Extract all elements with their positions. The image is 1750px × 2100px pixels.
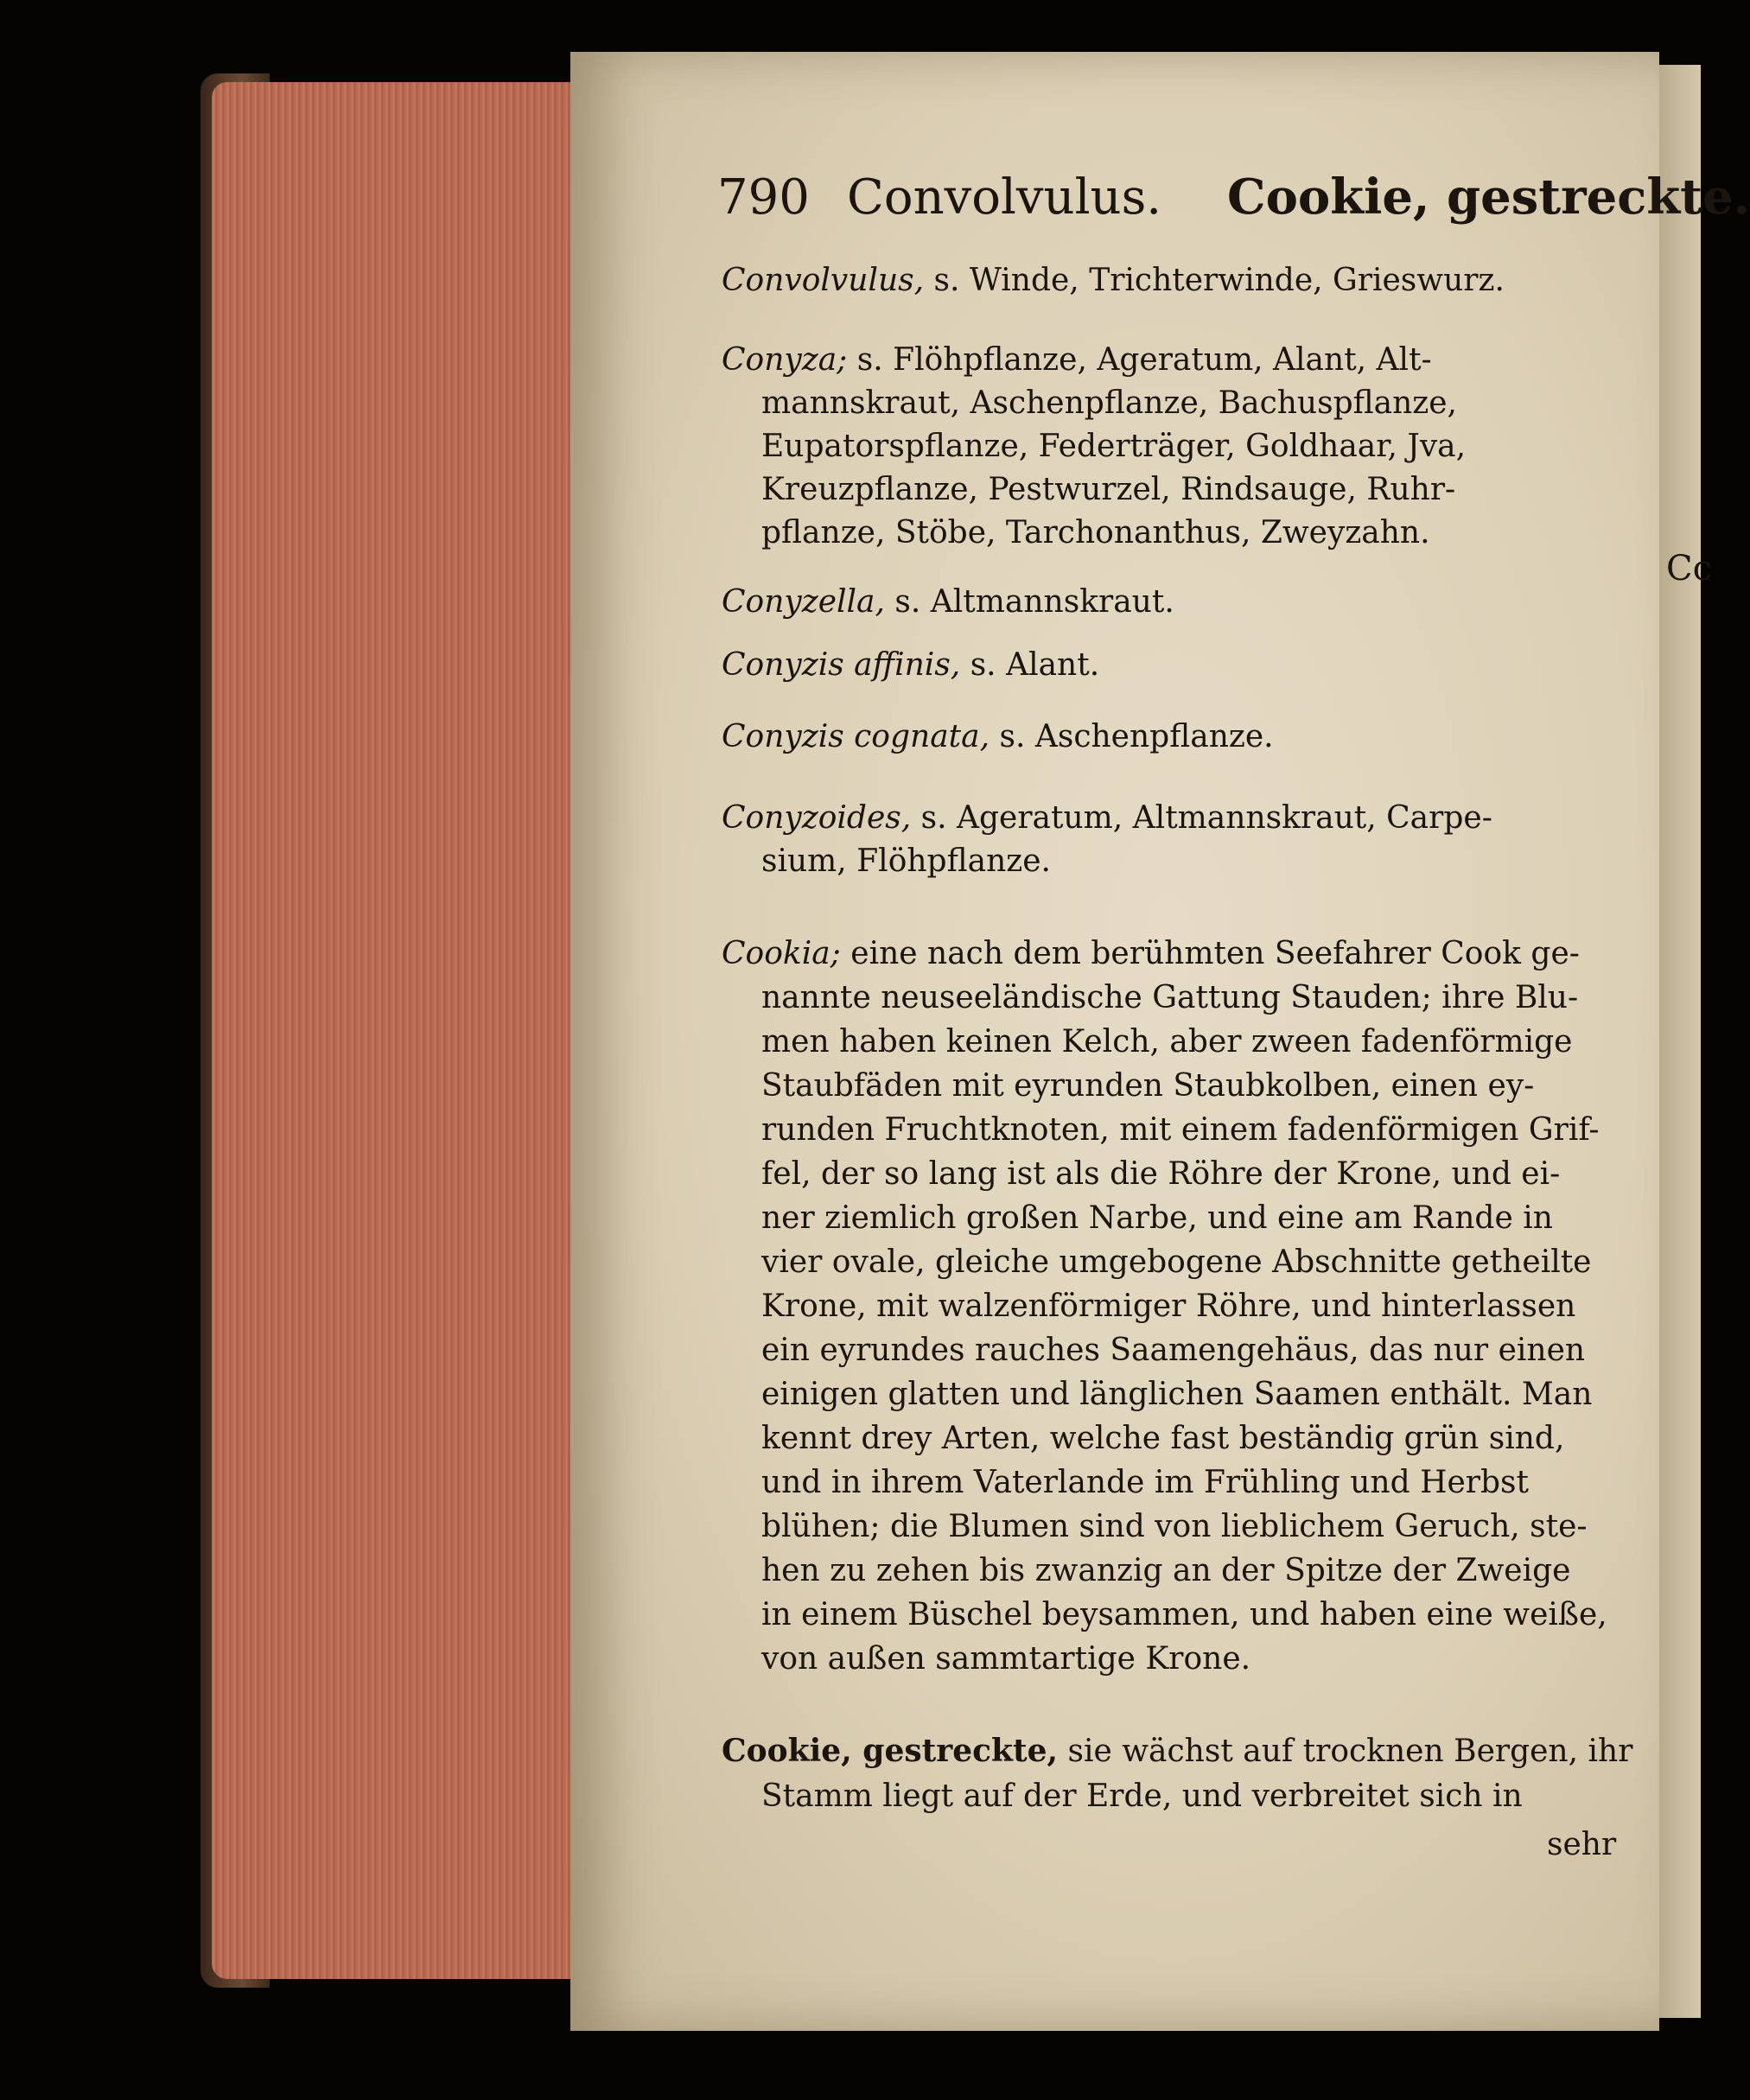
dictionary-entry bbox=[722, 932, 1620, 1681]
entry-lemma: Cookie, gestreckte, bbox=[722, 1733, 1059, 1769]
german-keyword: Cookie, gestreckte. bbox=[1227, 169, 1750, 226]
dictionary-entry bbox=[722, 581, 1620, 624]
entry-lemma: Conyzis affinis, bbox=[722, 647, 961, 683]
entry-line: Krone, mit walzenförmiger Röhre, und hinterlassen bbox=[761, 1289, 1576, 1324]
entry-line: mannskraut, Aschenpflanze, Bachuspflanze, bbox=[761, 385, 1457, 421]
entry-line: s. Altmannskraut. bbox=[894, 584, 1174, 620]
entry-line: Kreuzpflanze, Pestwurzel, Rindsauge, Ruhr- bbox=[761, 472, 1456, 507]
entry-lemma: Conyzis cognata, bbox=[722, 719, 990, 754]
dictionary-entry bbox=[722, 797, 1620, 883]
running-head bbox=[717, 162, 1750, 232]
latin-keyword: Convolvulus. bbox=[847, 169, 1162, 226]
catchword: sehr bbox=[1547, 1827, 1617, 1862]
entry-line: sium, Flöhpflanze. bbox=[761, 843, 1051, 879]
entry-line: kennt drey Arten, welche fast beständig grün sind, bbox=[761, 1421, 1565, 1456]
entry-line: fel, der so lang ist als die Röhre der Krone, und ei- bbox=[761, 1156, 1561, 1192]
page-block-edge bbox=[212, 82, 575, 1979]
next-page-edge bbox=[1659, 65, 1713, 2018]
entry-lemma: Convolvulus, bbox=[722, 263, 925, 298]
entry-lemma: Conyzella, bbox=[722, 584, 885, 620]
entry-line: men haben keinen Kelch, aber zween fadenförmige bbox=[761, 1024, 1573, 1060]
entry-line: hen zu zehen bis zwanzig an der Spitze der Zweige bbox=[761, 1553, 1571, 1588]
dictionary-entry bbox=[722, 644, 1620, 687]
dictionary-entry bbox=[722, 1728, 1633, 1819]
entry-line: von außen sammtartige Krone. bbox=[761, 1641, 1251, 1677]
dictionary-entry bbox=[722, 716, 1620, 759]
entry-line: s. Winde, Trichterwinde, Grieswurz. bbox=[933, 263, 1505, 298]
entry-line: sie wächst auf trocknen Bergen, ihr bbox=[1067, 1734, 1633, 1769]
next-page-fragment: Cc bbox=[1666, 549, 1713, 589]
entry-line: ein eyrundes rauches Saamengehäus, das nur einen bbox=[761, 1333, 1586, 1368]
dictionary-entry bbox=[722, 259, 1620, 302]
entry-line: runden Fruchtknoten, mit einem fadenförmigen Grif- bbox=[761, 1112, 1600, 1148]
entry-line: in einem Büschel beysammen, und haben eine weiße, bbox=[761, 1597, 1607, 1632]
entry-line: nannte neuseeländische Gattung Stauden; ihre Blu- bbox=[761, 980, 1579, 1015]
entry-line: s. Flöhpflanze, Ageratum, Alant, Alt- bbox=[856, 342, 1432, 378]
entry-lemma: Conyzoides, bbox=[722, 800, 912, 836]
entry-line: s. Aschenpflanze. bbox=[999, 719, 1274, 754]
entry-line: pflanze, Stöbe, Tarchonanthus, Zweyzahn. bbox=[761, 515, 1430, 550]
entry-line: ner ziemlich großen Narbe, und eine am Rande in bbox=[761, 1200, 1553, 1236]
page-number: 790 bbox=[717, 169, 810, 226]
entry-line: und in ihrem Vaterlande im Frühling und Herbst bbox=[761, 1465, 1529, 1500]
entry-line: vier ovale, gleiche umgebogene Abschnitte getheilte bbox=[761, 1244, 1592, 1280]
entry-line: eine nach dem berühmten Seefahrer Cook ge- bbox=[850, 936, 1580, 971]
entry-line: Stamm liegt auf der Erde, und verbreitet sich in bbox=[761, 1779, 1523, 1814]
entry-line: Eupatorspflanze, Federträger, Goldhaar, Jva, bbox=[761, 429, 1467, 464]
entry-lemma: Cookia; bbox=[722, 936, 841, 971]
entry-line: blühen; die Blumen sind von lieblichem Geruch, ste- bbox=[761, 1509, 1588, 1544]
entry-line: s. Alant. bbox=[970, 647, 1100, 683]
entry-lemma: Conyza; bbox=[722, 342, 848, 378]
entry-line: einigen glatten und länglichen Saamen enthält. Man bbox=[761, 1377, 1593, 1412]
entry-line: s. Ageratum, Altmannskraut, Carpe- bbox=[920, 800, 1492, 836]
entry-line: Staubfäden mit eyrunden Staubkolben, einen ey- bbox=[761, 1068, 1535, 1104]
dictionary-entry bbox=[722, 339, 1620, 555]
